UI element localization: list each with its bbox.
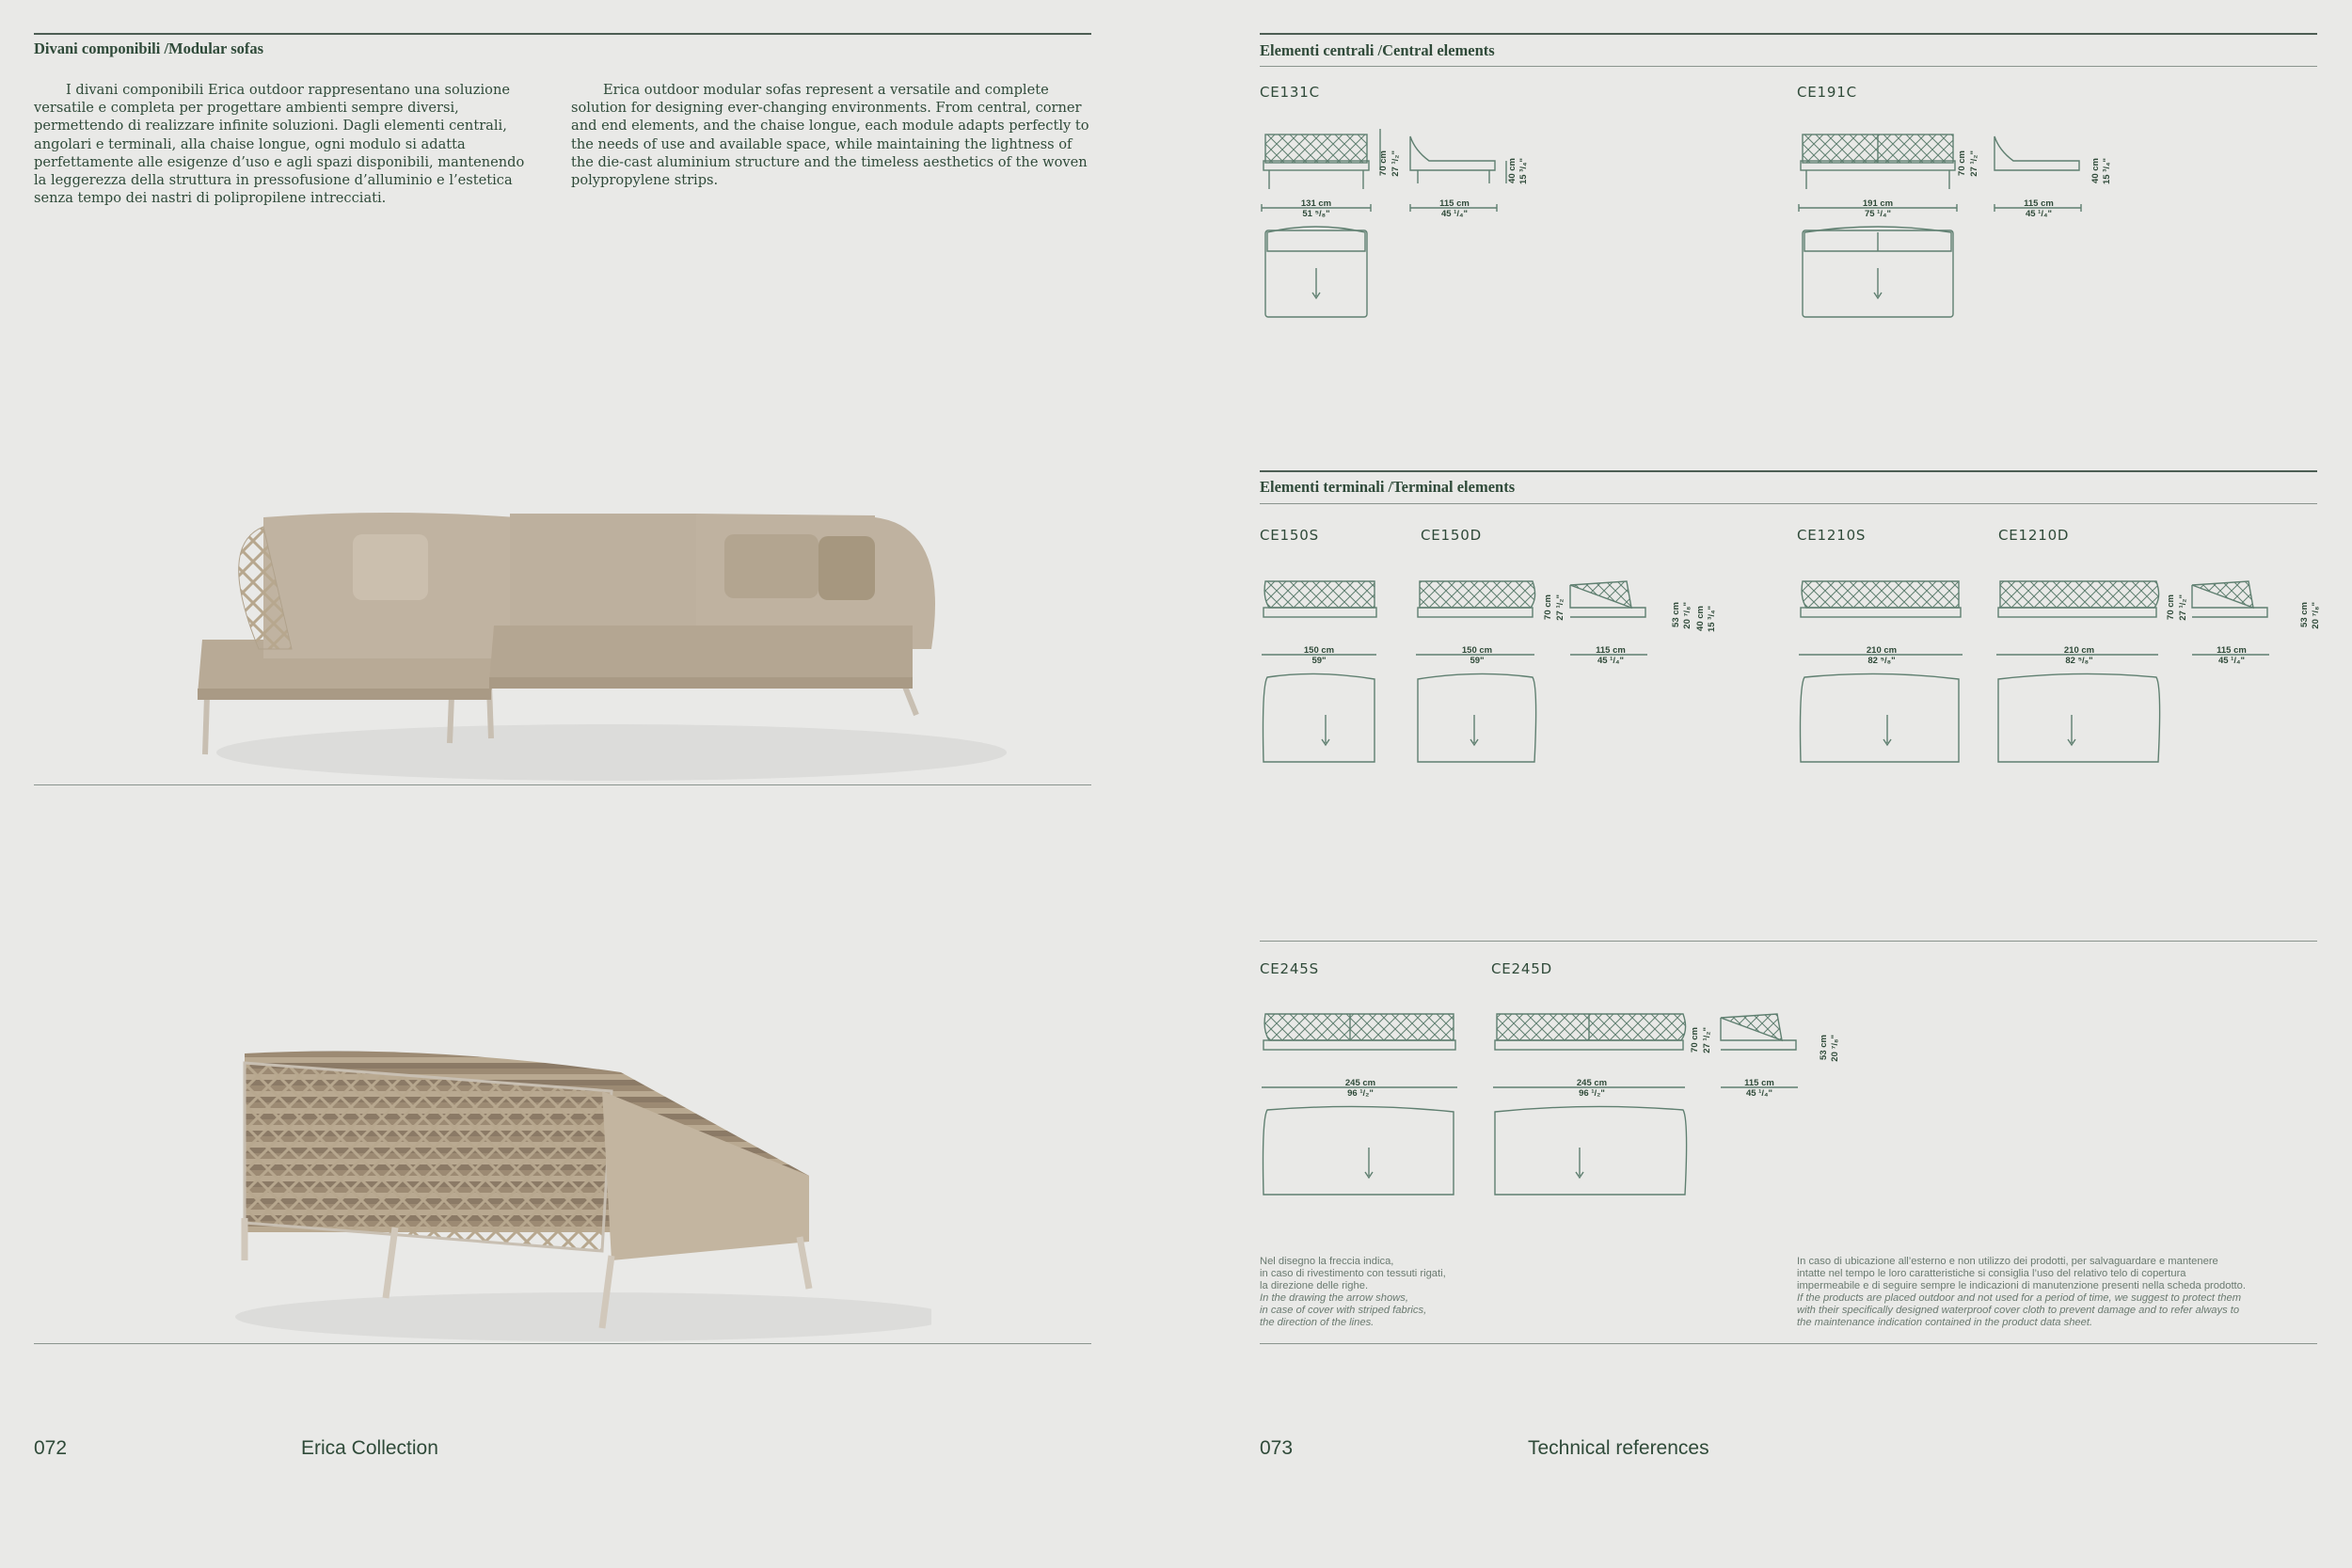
dim-width-cm: 210 cm <box>1866 645 1898 656</box>
dim-arm-ce150d: 53 cm <box>1671 602 1681 627</box>
sofa-front-photo <box>160 489 1025 790</box>
dim-width-cm: 210 cm <box>2063 645 2095 656</box>
note-line: Nel disegno la freccia indica, <box>1260 1256 1394 1267</box>
code-ce245d: CE245D <box>1491 960 1552 977</box>
dim-width-in: 82 ⁵/₈" <box>2065 656 2093 666</box>
dim-width-ce245s <box>1260 1078 1461 1099</box>
dim-depth-in: 45 ¹/₄" <box>1597 656 1625 666</box>
dim-width-ce191c <box>1797 198 1959 219</box>
dim-depth-in: 45 ¹/₄" <box>1745 1088 1773 1099</box>
section-title-terminal: Elementi terminali /Terminal elements <box>1260 478 1516 496</box>
note-line: If the products are placed outdoor and not used for a period of time, we suggest to protect them <box>1797 1291 2242 1304</box>
note-line: la direzione delle righe. <box>1260 1279 1369 1291</box>
section-title-modular-sofas: Divani componibili /Modular sofas <box>34 40 264 57</box>
dim-width-in: 59" <box>1311 656 1327 666</box>
right-bottom-rule <box>1260 1343 2317 1344</box>
note-line: in caso di rivestimento con tessuti rigati, <box>1260 1267 1446 1279</box>
dim-width-in: 75 ¹/₄" <box>1864 209 1892 219</box>
central-top-rule <box>1260 33 2317 35</box>
dim-arm-in-ce1210d: 20 ⁷/₈" <box>2311 602 2321 629</box>
dim-width-ce150s <box>1260 645 1378 666</box>
dim-depth-in: 45 ¹/₄" <box>2025 209 2053 219</box>
dim-depth-ce245d <box>1720 1078 1799 1099</box>
dim-width-ce1210d <box>1994 645 2164 666</box>
dim-seat-ce150d: 40 cm <box>1695 606 1706 631</box>
note-line: In caso di ubicazione all’esterno e non utilizzo dei prodotti, per salvaguardare e mantenere <box>1797 1256 2218 1267</box>
top-rule <box>34 33 1091 35</box>
intro-text-english <box>571 81 1093 189</box>
dim-width-cm: 245 cm <box>1344 1078 1376 1088</box>
code-ce150d: CE150D <box>1421 527 1482 544</box>
dim-width-ce150d <box>1418 645 1536 666</box>
dim-arm-in-ce245d: 20 ⁷/₈" <box>1830 1035 1840 1062</box>
dim-height-ce1210d: 70 cm <box>2166 594 2176 620</box>
dim-depth-cm: 115 cm <box>1596 645 1626 656</box>
code-ce131c: CE131C <box>1260 84 1320 101</box>
right-page <box>1176 0 2352 1568</box>
dim-width-ce131c <box>1260 198 1373 219</box>
dim-width-in: 51 ⁵/₈" <box>1302 209 1330 219</box>
code-ce1210d: CE1210D <box>1998 527 2070 544</box>
dim-height-in-ce1210d: 27 ¹/₂" <box>2178 594 2188 621</box>
code-ce191c: CE191C <box>1797 84 1857 101</box>
dim-width-in: 96 ¹/₂" <box>1579 1088 1605 1099</box>
dim-depth-ce191c <box>1994 198 2083 219</box>
dim-height-ce191c: 70 cm <box>1957 150 1967 176</box>
code-ce1210s: CE1210S <box>1797 527 1867 544</box>
terminal-top-rule <box>1260 470 2317 472</box>
page-number: 073 <box>1260 1437 1294 1459</box>
dim-width-ce1210s <box>1797 645 1966 666</box>
dim-arm-ce245d: 53 cm <box>1819 1035 1829 1060</box>
dim-width-in: 96 ¹/₂" <box>1347 1088 1374 1099</box>
footer-title: Technical references <box>1528 1437 1709 1459</box>
dim-arm-ce1210d: 53 cm <box>2299 602 2310 627</box>
note-outdoor-care <box>1797 1256 2246 1328</box>
dim-height-ce150d: 70 cm <box>1543 594 1553 620</box>
section-title-central: Elementi centrali /Central elements <box>1260 41 1495 59</box>
dim-depth-cm: 115 cm <box>2024 198 2054 209</box>
dim-depth-cm: 115 cm <box>1744 1078 1774 1088</box>
drawing-ce1210 <box>1797 574 2324 771</box>
page-number: 072 <box>34 1437 68 1459</box>
dim-height-ce245d: 70 cm <box>1690 1027 1700 1053</box>
dim-seat-in-ce150d: 15 ³/₄" <box>1707 606 1717 633</box>
drawing-ce245 <box>1260 1006 1862 1204</box>
note-line: the maintenance indication contained in the product data sheet. <box>1797 1316 2093 1328</box>
dim-depth-cm: 115 cm <box>2217 645 2247 656</box>
note-line: with their specifically designed waterproof cover cloth to prevent damage and to refer always to <box>1797 1304 2240 1316</box>
dim-seat-in-ce131c: 15 ³/₄" <box>1518 158 1529 185</box>
dim-width-cm: 150 cm <box>1461 645 1493 656</box>
dim-height-in-ce131c: 27 ¹/₂" <box>1391 150 1401 177</box>
dim-depth-in: 45 ¹/₄" <box>1440 209 1469 219</box>
dim-width-cm: 245 cm <box>1576 1078 1608 1088</box>
dim-seat-ce131c: 40 cm <box>1507 158 1518 183</box>
dim-depth-cm: 115 cm <box>1439 198 1470 209</box>
dim-width-in: 82 ⁵/₈" <box>1867 656 1896 666</box>
bottom-rule <box>34 1343 1091 1344</box>
intro-text-english-paragraph: Erica outdoor modular sofas represent a versatile and complete solution for designing ever-changing environments. From central, corner and end elements, and the chaise longue, each module adapts perfectly to the needs of use and available space, while maintaining the lightness of the die-cast aluminium structure and the timeless aesthetics of the woven polypropylene strips. <box>571 82 1089 189</box>
ce245-top-rule <box>1260 941 2317 942</box>
dim-height-in-ce245d: 27 ¹/₂" <box>1702 1027 1712 1053</box>
note-line: intatte nel tempo le loro caratteristiche si consiglia l’uso del relativo telo di copertura <box>1797 1267 2186 1279</box>
dim-width-cm: 150 cm <box>1303 645 1335 656</box>
intro-text-italian-paragraph: I divani componibili Erica outdoor rappresentano una soluzione versatile e completa per progettare ambienti sempre diversi, permettendo di realizzare infinite soluzioni. Dagli elementi centrali, angolari e terminali, alla chaise longue, ogni modulo si adatta perfettamente alle esigenze d’uso e agli spazi disponibili, mantenendo la leggerezza della struttura in pressofusione d’alluminio e l’estetica senza tempo dei nastri di polipropilene intrecciati. <box>34 82 525 207</box>
code-ce150s: CE150S <box>1260 527 1319 544</box>
dim-seat-in-ce191c: 15 ³/₄" <box>2102 158 2112 185</box>
footer-title: Erica Collection <box>301 1437 438 1459</box>
dim-width-in: 59" <box>1470 656 1485 666</box>
dim-width-ce245d <box>1493 1078 1691 1099</box>
dim-depth-ce1210d <box>2192 645 2271 666</box>
sofa-rear-photo <box>216 1035 931 1354</box>
dim-depth-ce150d <box>1571 645 1650 666</box>
note-line: in case of cover with striped fabrics, <box>1260 1304 1427 1316</box>
note-line: the direction of the lines. <box>1260 1316 1375 1328</box>
dim-height-in-ce191c: 27 ¹/₂" <box>1969 150 1979 177</box>
photo-divider-rule <box>34 784 1091 785</box>
dim-depth-in: 45 ¹/₄" <box>2217 656 2246 666</box>
central-sub-rule <box>1260 66 2317 67</box>
dim-arm-in-ce150d: 20 ⁷/₈" <box>1682 602 1692 629</box>
note-line: In the drawing the arrow shows, <box>1260 1291 1408 1304</box>
dim-width-cm: 131 cm <box>1300 198 1332 209</box>
terminal-sub-rule <box>1260 503 2317 504</box>
dim-seat-ce191c: 40 cm <box>2090 158 2101 183</box>
note-arrow-direction <box>1260 1256 1446 1328</box>
note-line: impermeabile e di seguire sempre le indicazioni di manutenzione presenti nella scheda prodotto. <box>1797 1279 2246 1291</box>
dim-depth-ce131c <box>1410 198 1499 219</box>
dim-width-cm: 191 cm <box>1862 198 1894 209</box>
code-ce245s: CE245S <box>1260 960 1319 977</box>
dim-height-ce131c: 70 cm <box>1378 150 1389 176</box>
dim-height-in-ce150d: 27 ¹/₂" <box>1555 594 1565 621</box>
intro-text-italian <box>34 81 532 207</box>
